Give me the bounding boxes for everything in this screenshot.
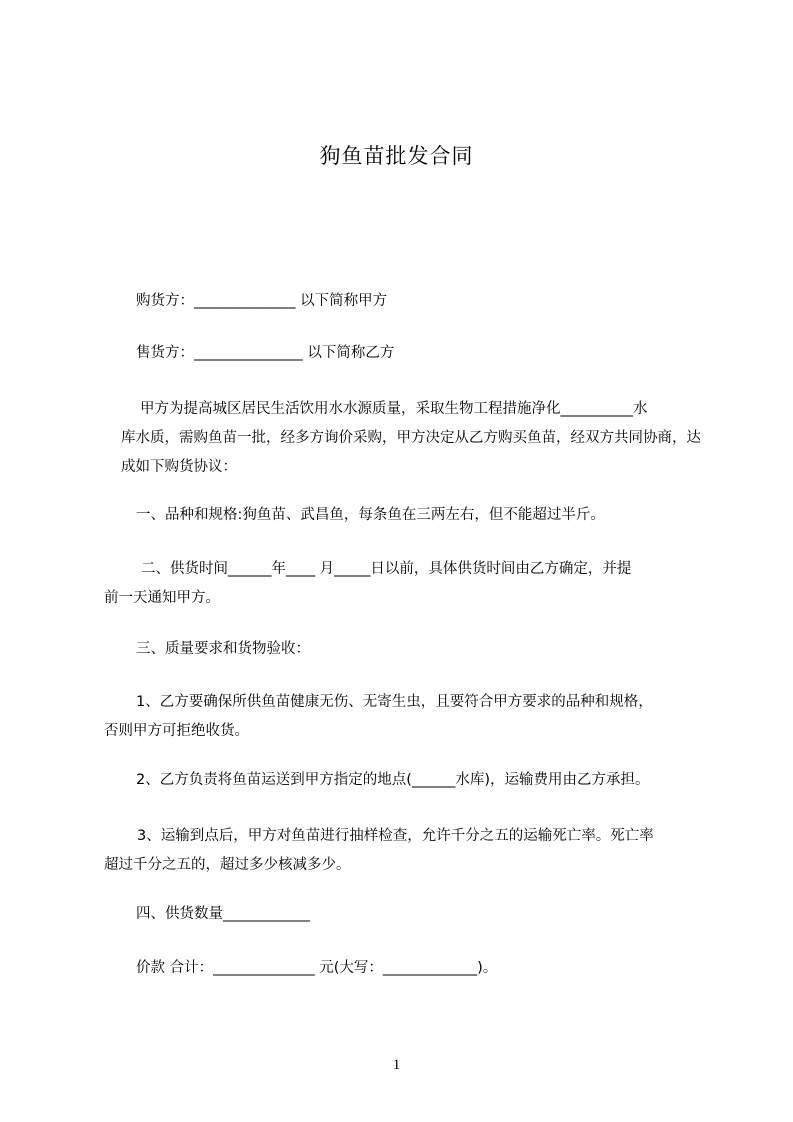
item-3-rest: 超过千分之五的，超过多少核减多少。 — [104, 857, 351, 873]
buyer-line: 购货方：______________ 以下简称甲方 — [136, 293, 388, 309]
seller-line: 售货方：_______________ 以下简称乙方 — [136, 345, 395, 361]
intro-first-line: 甲方为提高城区居民生活饮用水水源质量，采取生物工程措施净化__________水 — [140, 401, 648, 417]
item-1-paragraph — [104, 688, 710, 746]
item-3-paragraph — [104, 822, 710, 880]
section-2-delivery-time — [104, 555, 710, 613]
intro-rest: 库水质，需购鱼苗一批，经多方询价采购，甲方决定从乙方购买鱼苗，经双方共同协商，达成如下购货协议： — [121, 430, 701, 475]
section-1-variety: 一、品种和规格:狗鱼苗、武昌鱼，每条鱼在三两左右，但不能超过半斤。 — [136, 507, 605, 523]
item-1-rest: 否则甲方可拒绝收货。 — [104, 723, 249, 739]
page-number: 1 — [392, 1057, 401, 1073]
section-2-rest: 前一天通知甲方。 — [104, 590, 220, 606]
section-3-quality-heading: 三、质量要求和货物验收： — [136, 641, 310, 657]
item-3-first-line: 3、运输到点后，甲方对鱼苗进行抽样检查，允许千分之五的运输死亡率。死亡率 — [137, 828, 654, 844]
section-2-first-line: 二、供货时间______年____ 月_____日以前，具体供货时间由乙方确定，并提 — [141, 561, 632, 577]
section-4-quantity: 四、供货数量____________ — [136, 906, 310, 922]
item-1-first-line: 1、乙方要确保所供鱼苗健康无伤、无寄生虫，且要符合甲方要求的品种和规格， — [136, 694, 653, 710]
document-title: 狗鱼苗批发合同 — [319, 144, 474, 168]
item-2-line: 2、乙方负责将鱼苗运送到甲方指定的地点(______水库)，运输费用由乙方承担。 — [136, 772, 650, 788]
intro-paragraph — [104, 395, 710, 482]
price-total-line: 价款 合计：______________ 元(大写：_____________)。 — [136, 960, 498, 976]
